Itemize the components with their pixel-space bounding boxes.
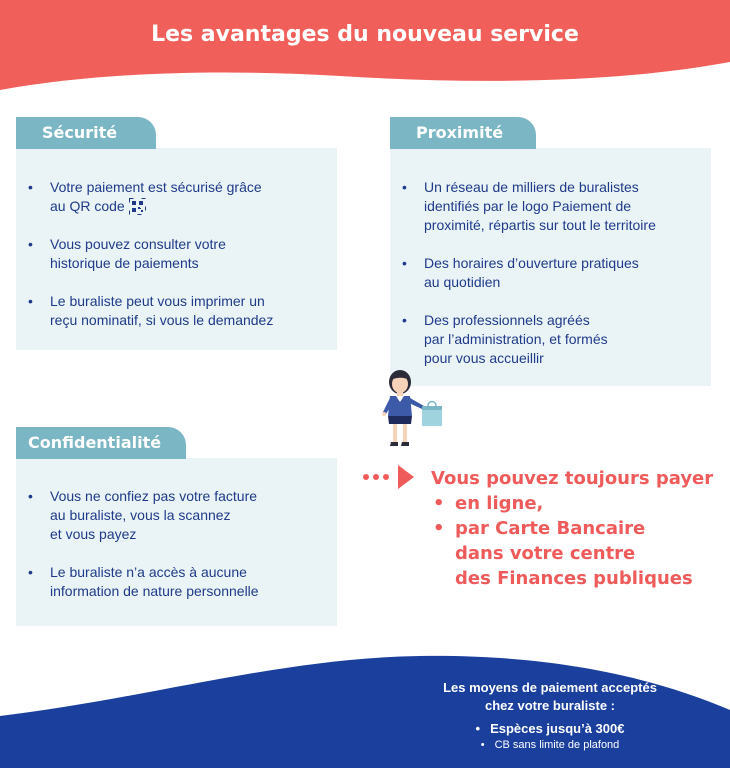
payment-item — [431, 491, 721, 516]
payment-item — [431, 516, 721, 591]
item-line: • Un réseau de milliers de buralistes — [424, 179, 639, 195]
confidentialite-list — [16, 487, 337, 620]
item-line: • Le buraliste n’a accès à aucune — [50, 564, 247, 580]
item-line: au buraliste, vous la scannez — [50, 507, 231, 523]
dotted-arrow-icon — [362, 462, 416, 492]
item-line: • Votre paiement est sécurisé grâce — [50, 179, 262, 195]
item-line: • Le buraliste peut vous imprimer un — [50, 293, 265, 309]
list-item — [390, 178, 711, 235]
footer-item-text: CB sans limite de plafond — [494, 739, 620, 751]
footer-list — [410, 721, 690, 753]
proximite-tab: Proximité — [390, 117, 536, 149]
securite-tab: Sécurité — [16, 117, 156, 149]
footer-heading-line: Les moyens de paiement acceptés — [443, 680, 657, 695]
item-line: dans votre centre — [455, 543, 636, 564]
header-banner — [0, 0, 730, 100]
footer-item: • Espèces jusqu’à 300€ — [475, 721, 625, 736]
footer-item: • CB sans limite de plafond — [480, 739, 620, 751]
item-line: au quotidien — [424, 274, 501, 290]
item-line: information de nature personnelle — [50, 583, 259, 599]
payment-options — [431, 466, 721, 591]
list-item — [16, 235, 337, 273]
item-line: identifiés par le logo Paiement de — [424, 198, 632, 214]
item-line: • Vous ne confiez pas votre facture — [50, 488, 258, 504]
footer-item-text: Espèces jusqu’à 300€ — [490, 721, 625, 736]
header-wave-shape — [0, 0, 730, 100]
list-item — [16, 178, 337, 216]
footer-heading-line: chez votre buraliste : — [484, 698, 616, 713]
item-line: et vous payez — [50, 526, 137, 542]
item-line: proximité, répartis sur tout le territoire — [424, 217, 656, 233]
confidentialite-tab: Confidentialité — [16, 427, 186, 459]
item-line: pour vous accueillir — [424, 350, 544, 366]
item-line: reçu nominatif, si vous le demandez — [50, 312, 274, 328]
footer-heading — [410, 679, 690, 715]
item-line: historique de paiements — [50, 255, 199, 271]
list-item — [16, 487, 337, 544]
list-item — [16, 563, 337, 601]
securite-list — [16, 178, 337, 349]
item-line: • Des horaires d’ouverture pratiques — [424, 255, 639, 271]
item-line: des Finances publiques — [455, 568, 693, 589]
list-item — [390, 311, 711, 368]
item-line: • en ligne, — [455, 493, 544, 514]
qr-code-icon — [129, 198, 146, 215]
list-item — [16, 292, 337, 330]
payment-heading: Vous pouvez toujours payer — [431, 468, 714, 489]
item-line: • par Carte Bancaire — [455, 518, 646, 539]
item-line: au QR code — [50, 198, 125, 214]
proximite-list — [390, 178, 711, 387]
footer-payment-methods — [410, 679, 690, 753]
woman-shopper-illustration — [378, 366, 450, 450]
list-item — [390, 254, 711, 292]
item-line: • Des professionnels agréés — [424, 312, 590, 328]
item-line: • Vous pouvez consulter votre — [50, 236, 226, 252]
page-title: Les avantages du nouveau service — [151, 22, 579, 47]
item-line: par l’administration, et formés — [424, 331, 608, 347]
